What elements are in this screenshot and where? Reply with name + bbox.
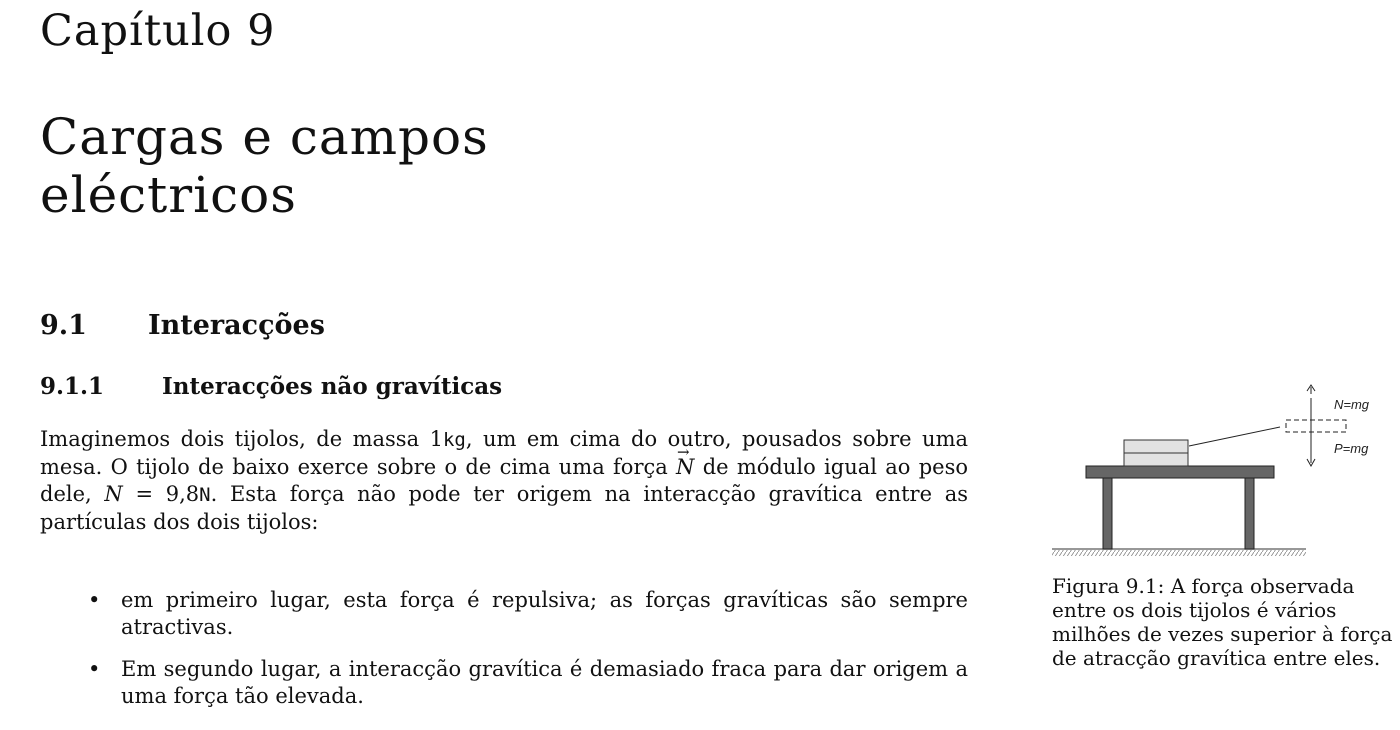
- force-vector-symbol: → N: [676, 454, 694, 481]
- chapter-heading: Capítulo 9: [40, 6, 276, 56]
- mass-unit: kg: [442, 429, 466, 451]
- section-heading: [40, 310, 325, 341]
- chapter-title: [40, 108, 760, 224]
- figure-label-weight: P=mg: [1334, 441, 1369, 456]
- subsection-number: 9.1.1: [40, 373, 105, 400]
- subsection-heading: [40, 373, 502, 400]
- section-number: 9.1: [40, 310, 87, 341]
- bullet-item: [88, 587, 968, 641]
- bullet-dot: •: [88, 657, 101, 681]
- body-paragraph: [40, 426, 968, 536]
- section-title: Interacções: [148, 310, 325, 341]
- bullet-item: [88, 656, 968, 710]
- paragraph-text-1: Imaginemos dois tijolos, de massa 1: [40, 427, 443, 451]
- pointer-line: [1189, 427, 1280, 446]
- paragraph-text-3: de módulo igual ao peso dele,: [40, 455, 968, 506]
- table: [1086, 466, 1274, 549]
- bullet-dot: •: [88, 588, 101, 612]
- chapter-title-line-1: Cargas e campos: [40, 108, 489, 166]
- force-symbol: N: [104, 482, 123, 506]
- paragraph-text-2: , um em cima do outro, pousados sobre uma mesa. O tijolo de baixo exerce sobre o de cima uma força: [40, 427, 969, 479]
- force-unit: N: [199, 484, 211, 506]
- figure-label-normal: N=mg: [1334, 397, 1370, 412]
- equation-value: = 9,8: [122, 482, 200, 506]
- subsection-title: Interacções não gravíticas: [162, 373, 503, 400]
- bricks-on-table-figure: [1046, 378, 1400, 558]
- floor: [1052, 549, 1306, 556]
- bricks: [1124, 440, 1188, 466]
- chapter-title-line-2: eléctricos: [40, 166, 297, 224]
- paragraph-text-4: . Esta força não pode ter origem na interacção gravítica entre as partículas dos dois tijolos:: [40, 482, 968, 534]
- bullet-text: em primeiro lugar, esta força é repulsiva; as forças gravíticas são sempre atractivas.: [121, 588, 968, 639]
- bullet-text: Em segundo lugar, a interacção gravítica é demasiado fraca para dar origem a uma força tão elevada.: [121, 657, 968, 708]
- figure-caption: Figura 9.1: A força observada entre os dois tijolos é vários milhões de vezes superior à força de atracção gravítica entre eles.: [1052, 574, 1393, 670]
